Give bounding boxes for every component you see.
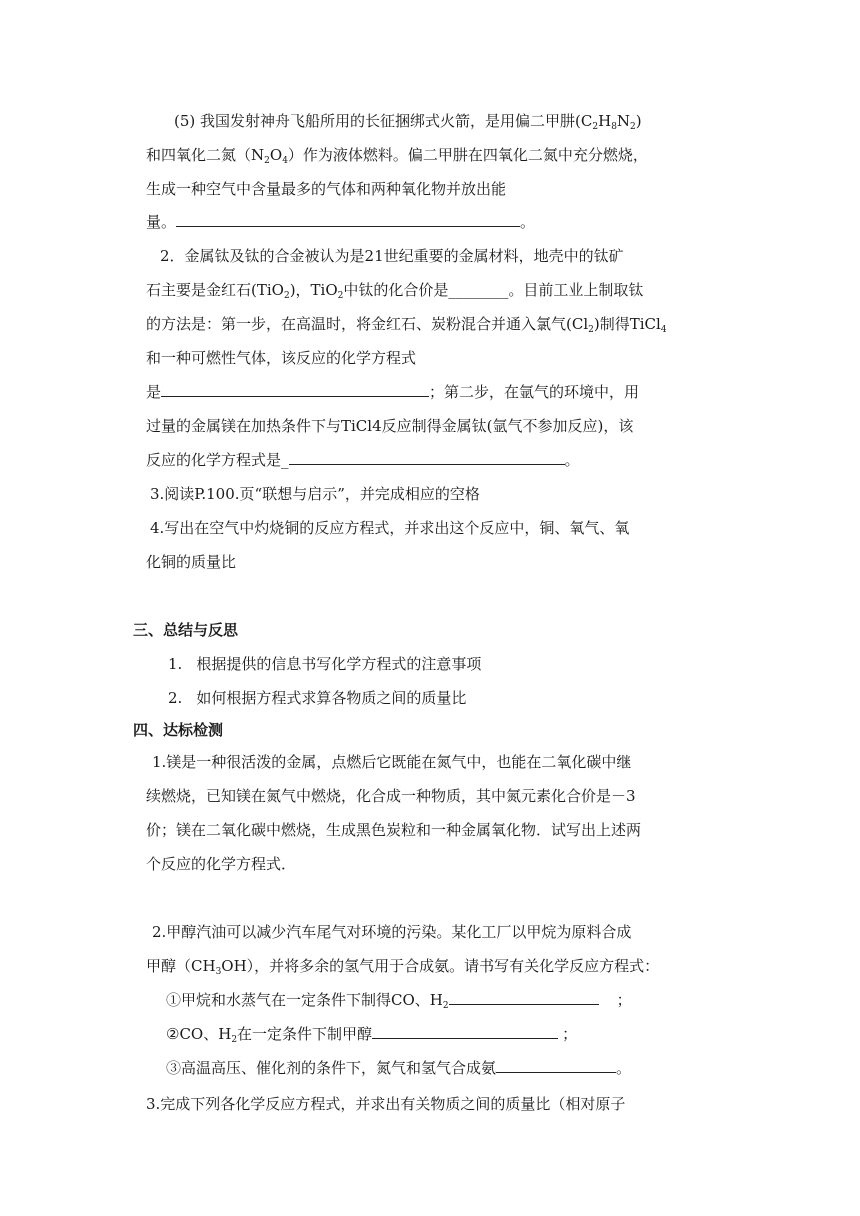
answer-blank[interactable]	[176, 212, 520, 227]
answer-blank[interactable]	[289, 450, 565, 465]
q2-line-5: 是 ；第二步，在氩气的环境中，用	[146, 383, 640, 401]
q4-line-2: 化铜的质量比	[146, 553, 237, 571]
q2-line-7: 反应的化学方程式是_ 。	[146, 451, 580, 469]
q5-line-1: (5) 我国发射神舟飞船所用的长征捆绑式火箭，是用偏二甲肼$(C_2H_8N_2)$	[174, 112, 642, 132]
answer-blank[interactable]	[496, 1058, 616, 1073]
sec4-p2-line-1: 2.甲醇汽油可以减少汽车尾气对环境的污染。某化工厂以甲烷为原料合成	[152, 923, 632, 941]
q3-line: 3.阅读P.100.页“联想与启示”，并完成相应的空格	[150, 485, 480, 503]
sec4-p1-line-4: 个反应的化学方程式．	[146, 855, 297, 873]
sec3-item-2: 2. 如何根据方程式求算各物质之间的质量比	[168, 689, 467, 707]
section-4-heading: 四、达标检测	[133, 721, 224, 739]
sec4-p2-item-3: ③高温高压、催化剂的条件下，氮气和氢气合成氨 。	[166, 1059, 632, 1077]
q5-line-2: 和四氧化二氮$(N_2O_4)$作为液体燃料。偏二甲肼在四氧化二氮中充分燃烧，	[146, 146, 648, 166]
q2-line-1: 2．金属钛及钛的合金被认为是21世纪重要的金属材料，地壳中的钛矿	[160, 247, 624, 265]
q2-line-2: 石主要是金红石(TiO$_2$)，TiO$_2$中钛的化合价是________。目前工业上制取钛	[146, 281, 644, 301]
sec4-p2-line-2: 甲醇$(CH_3OH)$，并将多余的氢气用于合成氨。请书写有关化学反应方程式：	[146, 957, 660, 977]
answer-blank[interactable]	[161, 382, 429, 397]
q2-line-6: 过量的金属镁在加热条件下与TiCl4反应制得金属钛(氩气不参加反应)，该	[146, 417, 634, 435]
q2-line-4: 和一种可燃性气体，该反应的化学方程式	[146, 349, 417, 367]
q4-line-1: 4.写出在空气中灼烧铜的反应方程式，并求出这个反应中，铜、氧气、氧	[150, 519, 630, 537]
q2-line-3: 的方法是：第一步，在高温时，将金红石、炭粉混合并通入氯气$(Cl_2)$制得TiCl$_4$	[146, 315, 667, 335]
q5-line-4: 量。 。	[146, 213, 536, 231]
sec4-p2-item-2: ②CO、$H_2$在一定条件下制甲醇 ；	[166, 1025, 578, 1045]
sec4-p1-line-1: 1.镁是一种很活泼的金属，点燃后它既能在氮气中，也能在二氧化碳中继	[152, 753, 632, 771]
sec3-item-1: 1. 根据提供的信息书写化学方程式的注意事项	[168, 655, 482, 673]
sec4-p1-line-3: 价；镁在二氧化碳中燃烧，生成黑色炭粒和一种金属氧化物．试写出上述两	[146, 821, 642, 839]
sec4-p3-line-1: 3.完成下列各化学反应方程式，并求出有关物质之间的质量比（相对原子	[146, 1095, 626, 1113]
q5-line-3: 生成一种空气中含量最多的气体和两种氧化物并放出能	[146, 180, 507, 198]
sec4-p1-line-2: 续燃烧，已知镁在氮气中燃烧，化合成一种物质，其中氮元素化合价是－3	[146, 787, 636, 805]
sec4-p2-item-1: ①甲烷和水蒸气在一定条件下制得CO、$H_2$ ；	[166, 991, 632, 1011]
answer-blank[interactable]	[372, 1024, 558, 1039]
section-3-heading: 三、总结与反思	[133, 621, 239, 639]
answer-blank[interactable]	[449, 990, 599, 1005]
